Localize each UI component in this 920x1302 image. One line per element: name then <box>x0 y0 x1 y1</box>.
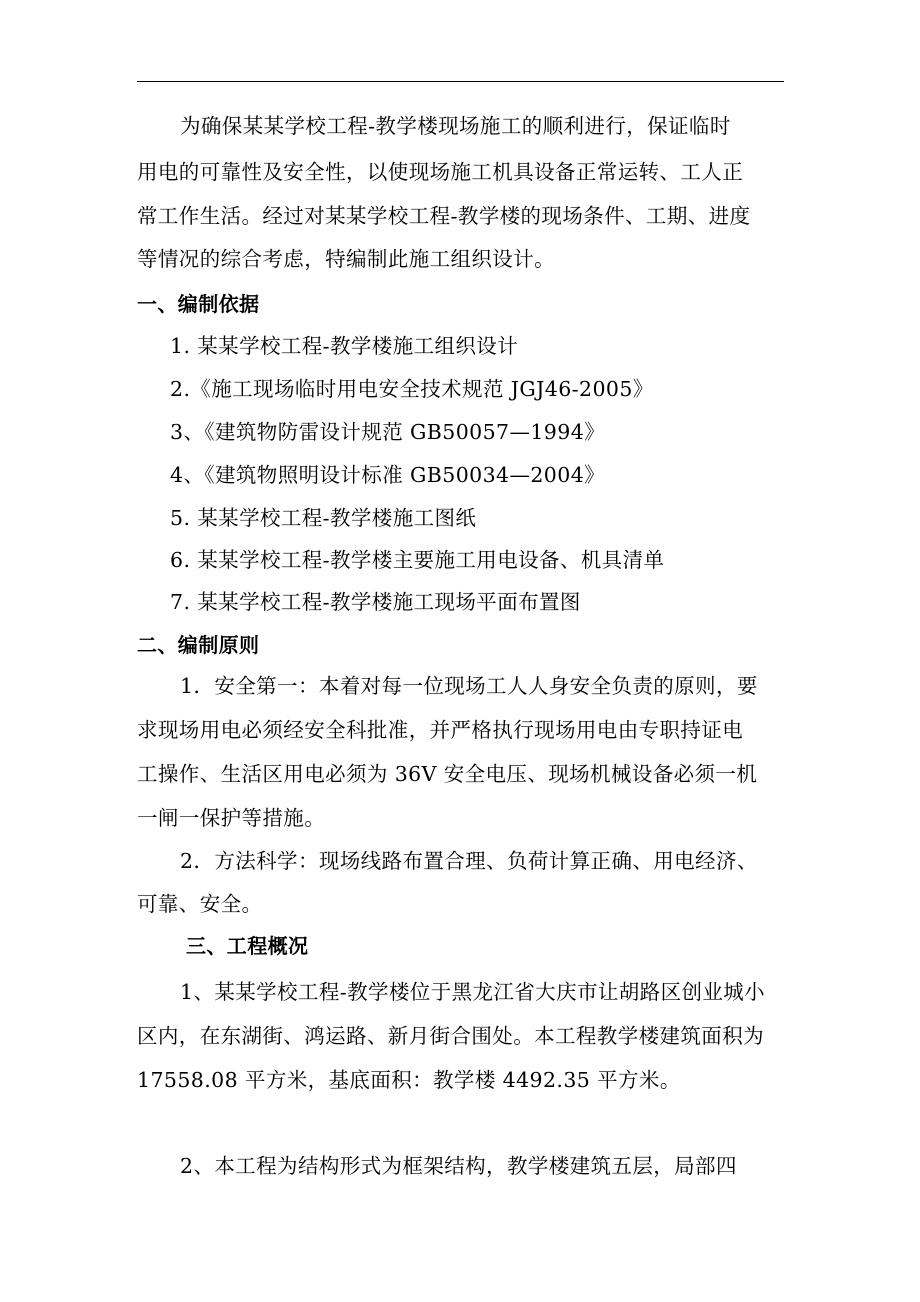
overview-1-line-1: 1、某某学校工程-教学楼位于黑龙江省大庆市让胡路区创业城小 <box>180 980 766 1004</box>
basis-item-3: 3、《建筑物防雷设计规范 GB50057—1994》 <box>170 420 606 444</box>
basis-item-1: 1. 某某学校工程-教学楼施工组织设计 <box>170 334 519 358</box>
principle-2-line-1: 2．方法科学：现场线路布置合理、负荷计算正确、用电经济、 <box>180 849 758 873</box>
principle-1-line-3: 工操作、生活区用电必须为 36V 安全电压、现场机械设备必须一机 <box>137 762 758 786</box>
intro-line-1: 为确保某某学校工程-教学楼现场施工的顺利进行，保证临时 <box>180 114 731 138</box>
principle-1-line-2: 求现场用电必须经安全科批准，并严格执行现场用电由专职持证电 <box>137 718 744 742</box>
basis-item-2: 2.《施工现场临时用电安全技术规范 JGJ46-2005》 <box>170 377 654 401</box>
intro-line-4: 等情况的综合考虑，特编制此施工组织设计。 <box>137 247 555 271</box>
basis-item-4: 4、《建筑物照明设计标准 GB50034—2004》 <box>170 463 606 487</box>
basis-item-5: 5. 某某学校工程-教学楼施工图纸 <box>170 506 477 530</box>
principle-1-line-1: 1．安全第一：本着对每一位现场工人人身安全负责的原则，要 <box>180 674 758 698</box>
basis-item-6: 6. 某某学校工程-教学楼主要施工用电设备、机具清单 <box>170 548 665 572</box>
overview-2-line-1: 2、本工程为结构形式为框架结构，教学楼建筑五层，局部四 <box>180 1154 737 1178</box>
section-heading-basis: 一、编制依据 <box>137 292 260 316</box>
section-heading-principles: 二、编制原则 <box>137 633 260 657</box>
overview-1-line-3: 17558.08 平方米，基底面积：教学楼 4492.35 平方米。 <box>137 1068 681 1092</box>
principle-1-line-4: 一闸一保护等措施。 <box>137 806 326 830</box>
intro-line-2: 用电的可靠性及安全性，以使现场施工机具设备正常运转、工人正 <box>137 160 744 184</box>
principle-2-line-2: 可靠、安全。 <box>137 892 263 916</box>
intro-line-3: 常工作生活。经过对某某学校工程-教学楼的现场条件、工期、进度 <box>137 204 751 228</box>
header-rule <box>137 81 784 82</box>
section-heading-overview: 三、工程概况 <box>186 934 309 958</box>
overview-1-line-2: 区内，在东湖街、鸿运路、新月街合围处。本工程教学楼建筑面积为 <box>137 1024 764 1048</box>
basis-item-7: 7. 某某学校工程-教学楼施工现场平面布置图 <box>170 590 581 614</box>
